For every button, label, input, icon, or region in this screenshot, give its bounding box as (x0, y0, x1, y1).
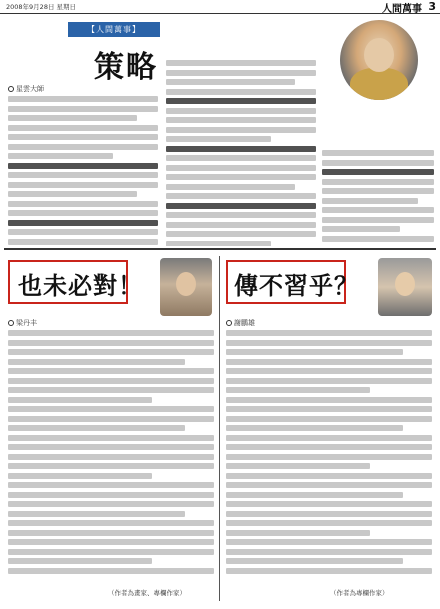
article-body-column-1 (8, 96, 158, 246)
article-body-right (226, 330, 432, 582)
author-photo-right (378, 258, 432, 316)
byline-bullet-icon (8, 86, 14, 92)
author-portrait-photo (340, 20, 418, 100)
byline-bullet-icon (226, 320, 232, 326)
page-header (0, 0, 440, 14)
issue-date: 2008年9月28日 星期日 (6, 3, 77, 11)
column-divider (219, 256, 220, 601)
author-name: 星雲大師 (16, 85, 44, 93)
author-footnote-right: （作者為專欄作家） (330, 589, 389, 597)
article-body-column-3 (322, 150, 434, 246)
page-number: 3 (428, 0, 436, 13)
article-author-right (226, 318, 255, 328)
article-body-left (8, 330, 214, 582)
article-title-strategy: 策略 (94, 50, 158, 85)
column-brand: 人間萬事 (382, 4, 422, 15)
article-author (8, 84, 44, 94)
article-author-left (8, 318, 37, 328)
author-photo-left (160, 258, 212, 316)
author-name: 梁丹丰 (16, 319, 37, 327)
article-title-left: 也未必對！ (18, 271, 143, 300)
article-body-column-2 (166, 60, 316, 246)
byline-bullet-icon (8, 320, 14, 326)
author-name: 謝鵬雄 (234, 319, 255, 327)
section-tag: 【人間萬事】 (68, 22, 160, 37)
section-divider (4, 248, 436, 250)
article-title-right: 傳不習乎？ (234, 271, 359, 300)
author-footnote-left: （作者為畫家、專欄作家） (108, 589, 186, 597)
